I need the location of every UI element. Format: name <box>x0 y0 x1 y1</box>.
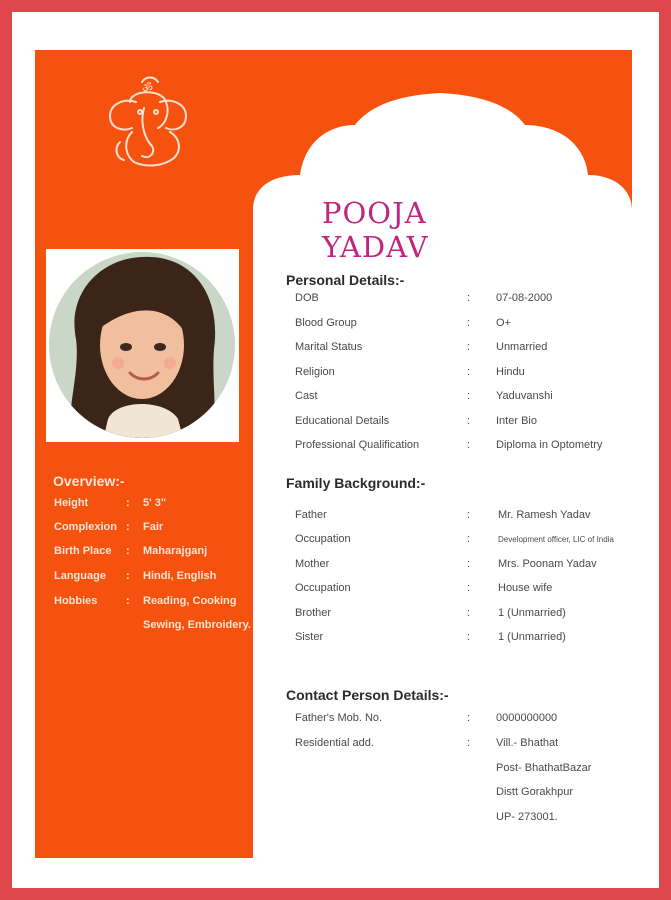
family-background-heading: Family Background:- <box>286 475 426 491</box>
personal-row: Marital Status : Unmarried <box>295 341 548 353</box>
family-row: Occupation : Development officer, LIC of India <box>295 533 614 545</box>
personal-row: DOB : 07-08-2000 <box>295 292 553 304</box>
personal-row: Educational Details : Inter Bio <box>295 415 537 427</box>
overview-row: Hobbies : Reading, Cooking <box>54 595 237 607</box>
family-row: Father : Mr. Ramesh Yadav <box>295 509 591 521</box>
bride-name: POOJA YADAV <box>322 196 429 264</box>
personal-details-heading: Personal Details:- <box>286 272 405 288</box>
address-line: Distt Gorakhpur <box>496 786 574 798</box>
overview-hobbies-continued: Sewing, Embroidery. <box>143 619 251 631</box>
overview-row: Language : Hindi, English <box>54 570 217 582</box>
overview-row: Birth Place : Maharajganj <box>54 545 208 557</box>
ganesha-icon <box>100 72 196 172</box>
overview-heading: Overview:- <box>53 473 125 489</box>
personal-row: Religion : Hindu <box>295 366 525 378</box>
personal-row: Cast : Yaduvanshi <box>295 390 553 402</box>
contact-details-heading: Contact Person Details:- <box>286 687 449 703</box>
overview-row: Height : 5' 3" <box>54 497 167 509</box>
contact-address-row: Residential add. : Vill.- Bhathat <box>295 737 559 749</box>
family-row: Brother : 1 (Unmarried) <box>295 607 566 619</box>
profile-photo <box>46 249 239 442</box>
svg-text:ॐ: ॐ <box>142 81 153 95</box>
family-row: Occupation : House wife <box>295 582 553 594</box>
personal-row: Professional Qualification : Diploma in Optometry <box>295 439 603 451</box>
family-row: Mother : Mrs. Poonam Yadav <box>295 558 597 570</box>
contact-mobile-row: Father's Mob. No. : 0000000000 <box>295 712 558 724</box>
overview-row: Complexion : Fair <box>54 521 164 533</box>
family-row: Sister : 1 (Unmarried) <box>295 631 566 643</box>
personal-row: Blood Group : O+ <box>295 317 511 329</box>
address-line: Post- BhathatBazar <box>496 762 592 774</box>
address-line: UP- 273001. <box>496 811 558 823</box>
